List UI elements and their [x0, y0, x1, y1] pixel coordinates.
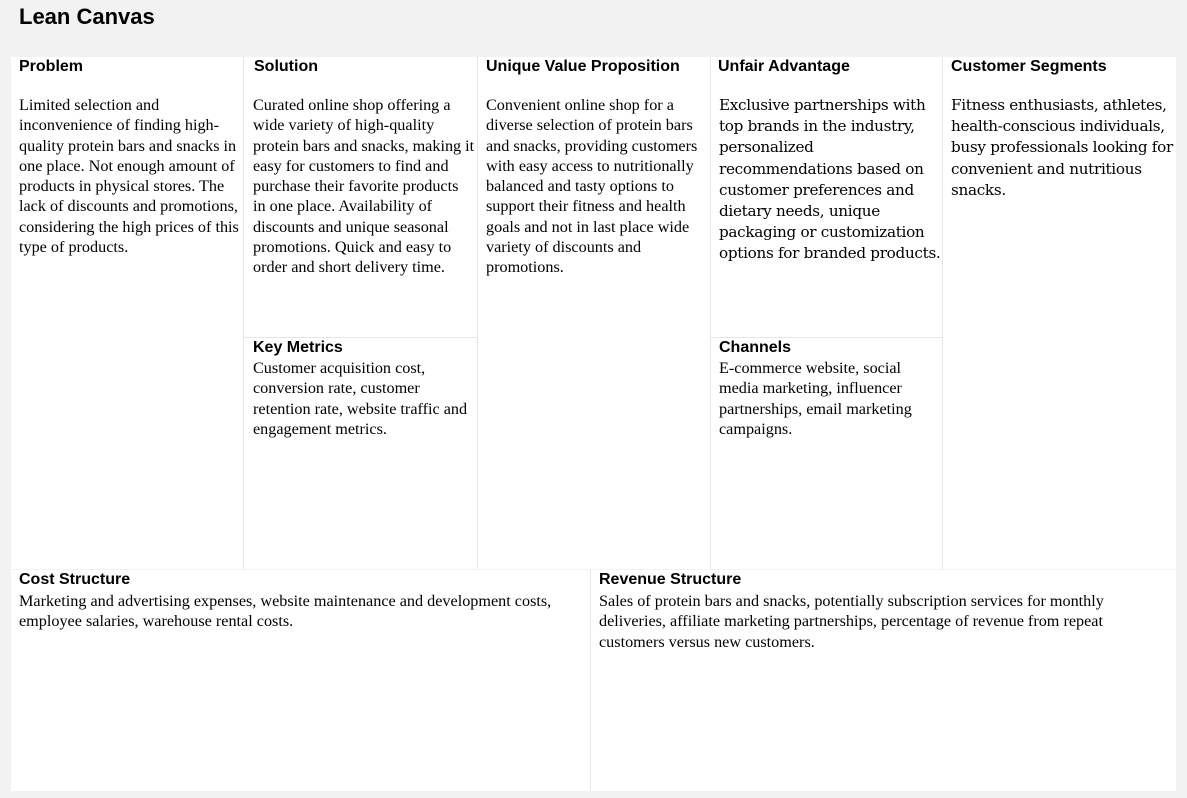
page-title: Lean Canvas: [19, 4, 155, 29]
channels-text: E-commerce website, social media marketing, influencer partnerships, email marketing campaigns.: [719, 359, 912, 438]
divider-cost-revenue: [590, 570, 591, 791]
solution-text: Curated online shop offering a wide variety of high-quality protein bars and snacks, making it easy for customers to find and purchase their favorite products in one place. Availability of discounts and unique seasonal promotions. Quick and easy to order and short delivery time.: [253, 96, 475, 277]
problem-text: Limited selection and inconvenience of finding high-quality protein bars and snacks in one place. Not enough amount of products in physical stores. The lack of discounts and promotions, considering the high prices of this type of products.: [19, 96, 239, 257]
channels-heading: Channels: [719, 339, 792, 356]
key-metrics-heading: Key Metrics: [253, 339, 343, 356]
revenue-structure-heading: Revenue Structure: [599, 571, 742, 588]
customer-segments-heading: Customer Segments: [951, 58, 1107, 75]
unfair-advantage-heading: Unfair Advantage: [718, 58, 850, 75]
solution-heading: Solution: [254, 58, 318, 75]
divider-solution-uvp: [477, 57, 478, 569]
divider-problem-solution: [243, 57, 244, 569]
customer-segments-text: Fitness enthusiasts, athletes, health-conscious individuals, busy professionals looking for convenient and nutritious snacks.: [951, 96, 1173, 199]
unfair-advantage-text: Exclusive partnerships with top brands in the industry, personalized recommendations based on customer preferences and dietary needs, unique packaging or customization options for branded products.: [719, 96, 941, 263]
revenue-structure-text: Sales of protein bars and snacks, potentially subscription services for monthly deliveries, affiliate marketing partnerships, percentage of revenue from repeat customers versus new customers.: [599, 592, 1104, 651]
problem-heading: Problem: [19, 58, 84, 75]
uvp-text: Convenient online shop for a diverse selection of protein bars and snacks, providing customers with easy access to nutritionally balanced and tasty options to support their fitness and health goals and not in last place wide variety of discounts and promotions.: [486, 96, 698, 277]
key-metrics-text: Customer acquisition cost, conversion rate, customer retention rate, website traffic and engagement metrics.: [253, 359, 468, 438]
cost-structure-heading: Cost Structure: [19, 571, 131, 588]
divider-uvp-advantage: [710, 57, 711, 569]
divider-advantage-segments: [942, 57, 943, 569]
cost-structure-text: Marketing and advertising expenses, website maintenance and development costs, employee salaries, warehouse rental costs.: [19, 592, 552, 631]
uvp-heading: Unique Value Proposition: [486, 58, 680, 75]
